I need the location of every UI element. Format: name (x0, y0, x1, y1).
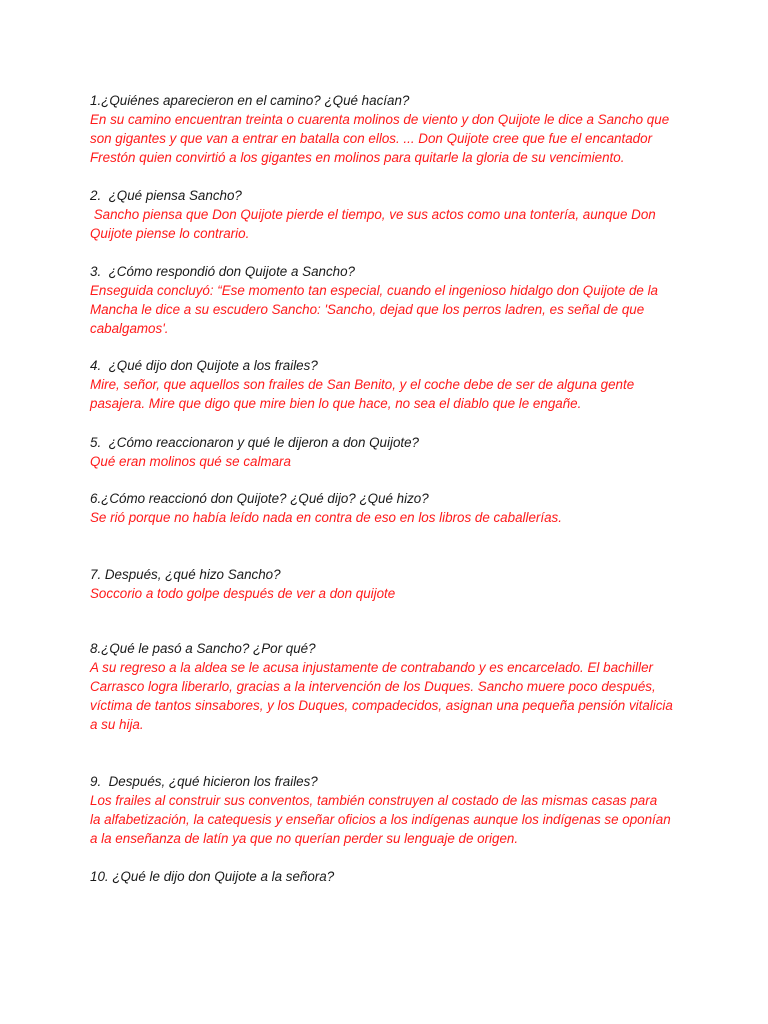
question-9: 9. Después, ¿qué hicieron los frailes? (90, 774, 318, 789)
answer-1-line-1: En su camino encuentran treinta o cuarenta molinos de viento y don Quijote le dice a Sancho que (90, 112, 670, 127)
question-4: 4. ¿Qué dijo don Quijote a los frailes? (90, 358, 318, 373)
answer-9-line-2: la alfabetización, la catequesis y enseñar oficios a los indígenas aunque los indígenas se oponían (90, 812, 671, 827)
question-3: 3. ¿Cómo respondió don Quijote a Sancho? (90, 264, 356, 279)
answer-1-line-3: Frestón quien convirtió a los gigantes en molinos para quitarle la gloria de su vencimiento. (90, 150, 625, 165)
answer-9 (90, 791, 690, 848)
question-5: 5. ¿Cómo reaccionaron y qué le dijeron a don Quijote? (90, 435, 420, 450)
answer-4-line-1: Mire, señor, que aquellos son frailes de San Benito, y el coche debe de ser de alguna gente (90, 377, 635, 392)
question-7: 7. Después, ¿qué hizo Sancho? (90, 567, 281, 582)
answer-9-line-1: Los frailes al construir sus conventos, también construyen al costado de las mismas casas para (90, 793, 658, 808)
qa-item-7 (90, 565, 690, 603)
answer-2-line-2: Quijote piense lo contrario. (90, 226, 250, 241)
answer-3-line-3: cabalgamos'. (90, 321, 169, 336)
qa-item-3 (90, 262, 690, 338)
answer-2 (90, 205, 690, 243)
qa-item-5 (90, 433, 690, 471)
answer-6-line-1: Se rió porque no había leído nada en contra de eso en los libros de caballerías. (90, 510, 562, 525)
answer-1 (90, 110, 690, 167)
answer-8-line-2: Carrasco logra liberarlo, gracias a la intervención de los Duques. Sancho muere poco después, (90, 679, 656, 694)
qa-item-10 (90, 867, 690, 886)
answer-8 (90, 658, 690, 734)
answer-6 (90, 508, 690, 527)
qa-item-4 (90, 356, 690, 413)
question-2: 2. ¿Qué piensa Sancho? (90, 188, 242, 203)
answer-5-line-1: Qué eran molinos qué se calmara (90, 454, 291, 469)
question-10: 10. ¿Qué le dijo don Quijote a la señora? (90, 869, 335, 884)
answer-7-line-1: Soccorio a todo golpe después de ver a don quijote (90, 586, 396, 601)
answer-2-line-1: Sancho piensa que Don Quijote pierde el tiempo, ve sus actos como una tontería, aunque Don (90, 207, 656, 222)
answer-3 (90, 281, 690, 338)
question-1: 1.¿Quiénes aparecieron en el camino? ¿Qué hacían? (90, 93, 410, 108)
answer-7 (90, 584, 690, 603)
qa-item-6 (90, 489, 690, 527)
answer-4 (90, 375, 690, 413)
question-6: 6.¿Cómo reaccionó don Quijote? ¿Qué dijo? ¿Qué hizo? (90, 491, 429, 506)
answer-8-line-1: A su regreso a la aldea se le acusa injustamente de contrabando y es encarcelado. El bachiller (90, 660, 653, 675)
qa-item-1 (90, 91, 690, 167)
answer-8-line-3: víctima de tantos sinsabores, y los Duques, compadecidos, asignan una pequeña pensión vitalicia (90, 698, 673, 713)
qa-item-8 (90, 639, 690, 734)
qa-item-2 (90, 186, 690, 243)
answer-4-line-2: pasajera. Mire que digo que mire bien lo que hace, no sea el diablo que le engañe. (90, 396, 582, 411)
answer-3-line-2: Mancha le dice a su escudero Sancho: 'Sancho, dejad que los perros ladren, es señal de que (90, 302, 645, 317)
answer-8-line-4: a su hija. (90, 717, 144, 732)
qa-item-9 (90, 772, 690, 848)
answer-3-line-1: Enseguida concluyó: “Ese momento tan especial, cuando el ingenioso hidalgo don Quijote de la (90, 283, 658, 298)
question-8: 8.¿Qué le pasó a Sancho? ¿Por qué? (90, 641, 316, 656)
answer-1-line-2: son gigantes y que van a entrar en batalla con ellos. ... Don Quijote cree que fue el encantador (90, 131, 653, 146)
answer-5 (90, 452, 690, 471)
answer-9-line-3: a la enseñanza de latín ya que no querían perder su lenguaje de origen. (90, 831, 519, 846)
